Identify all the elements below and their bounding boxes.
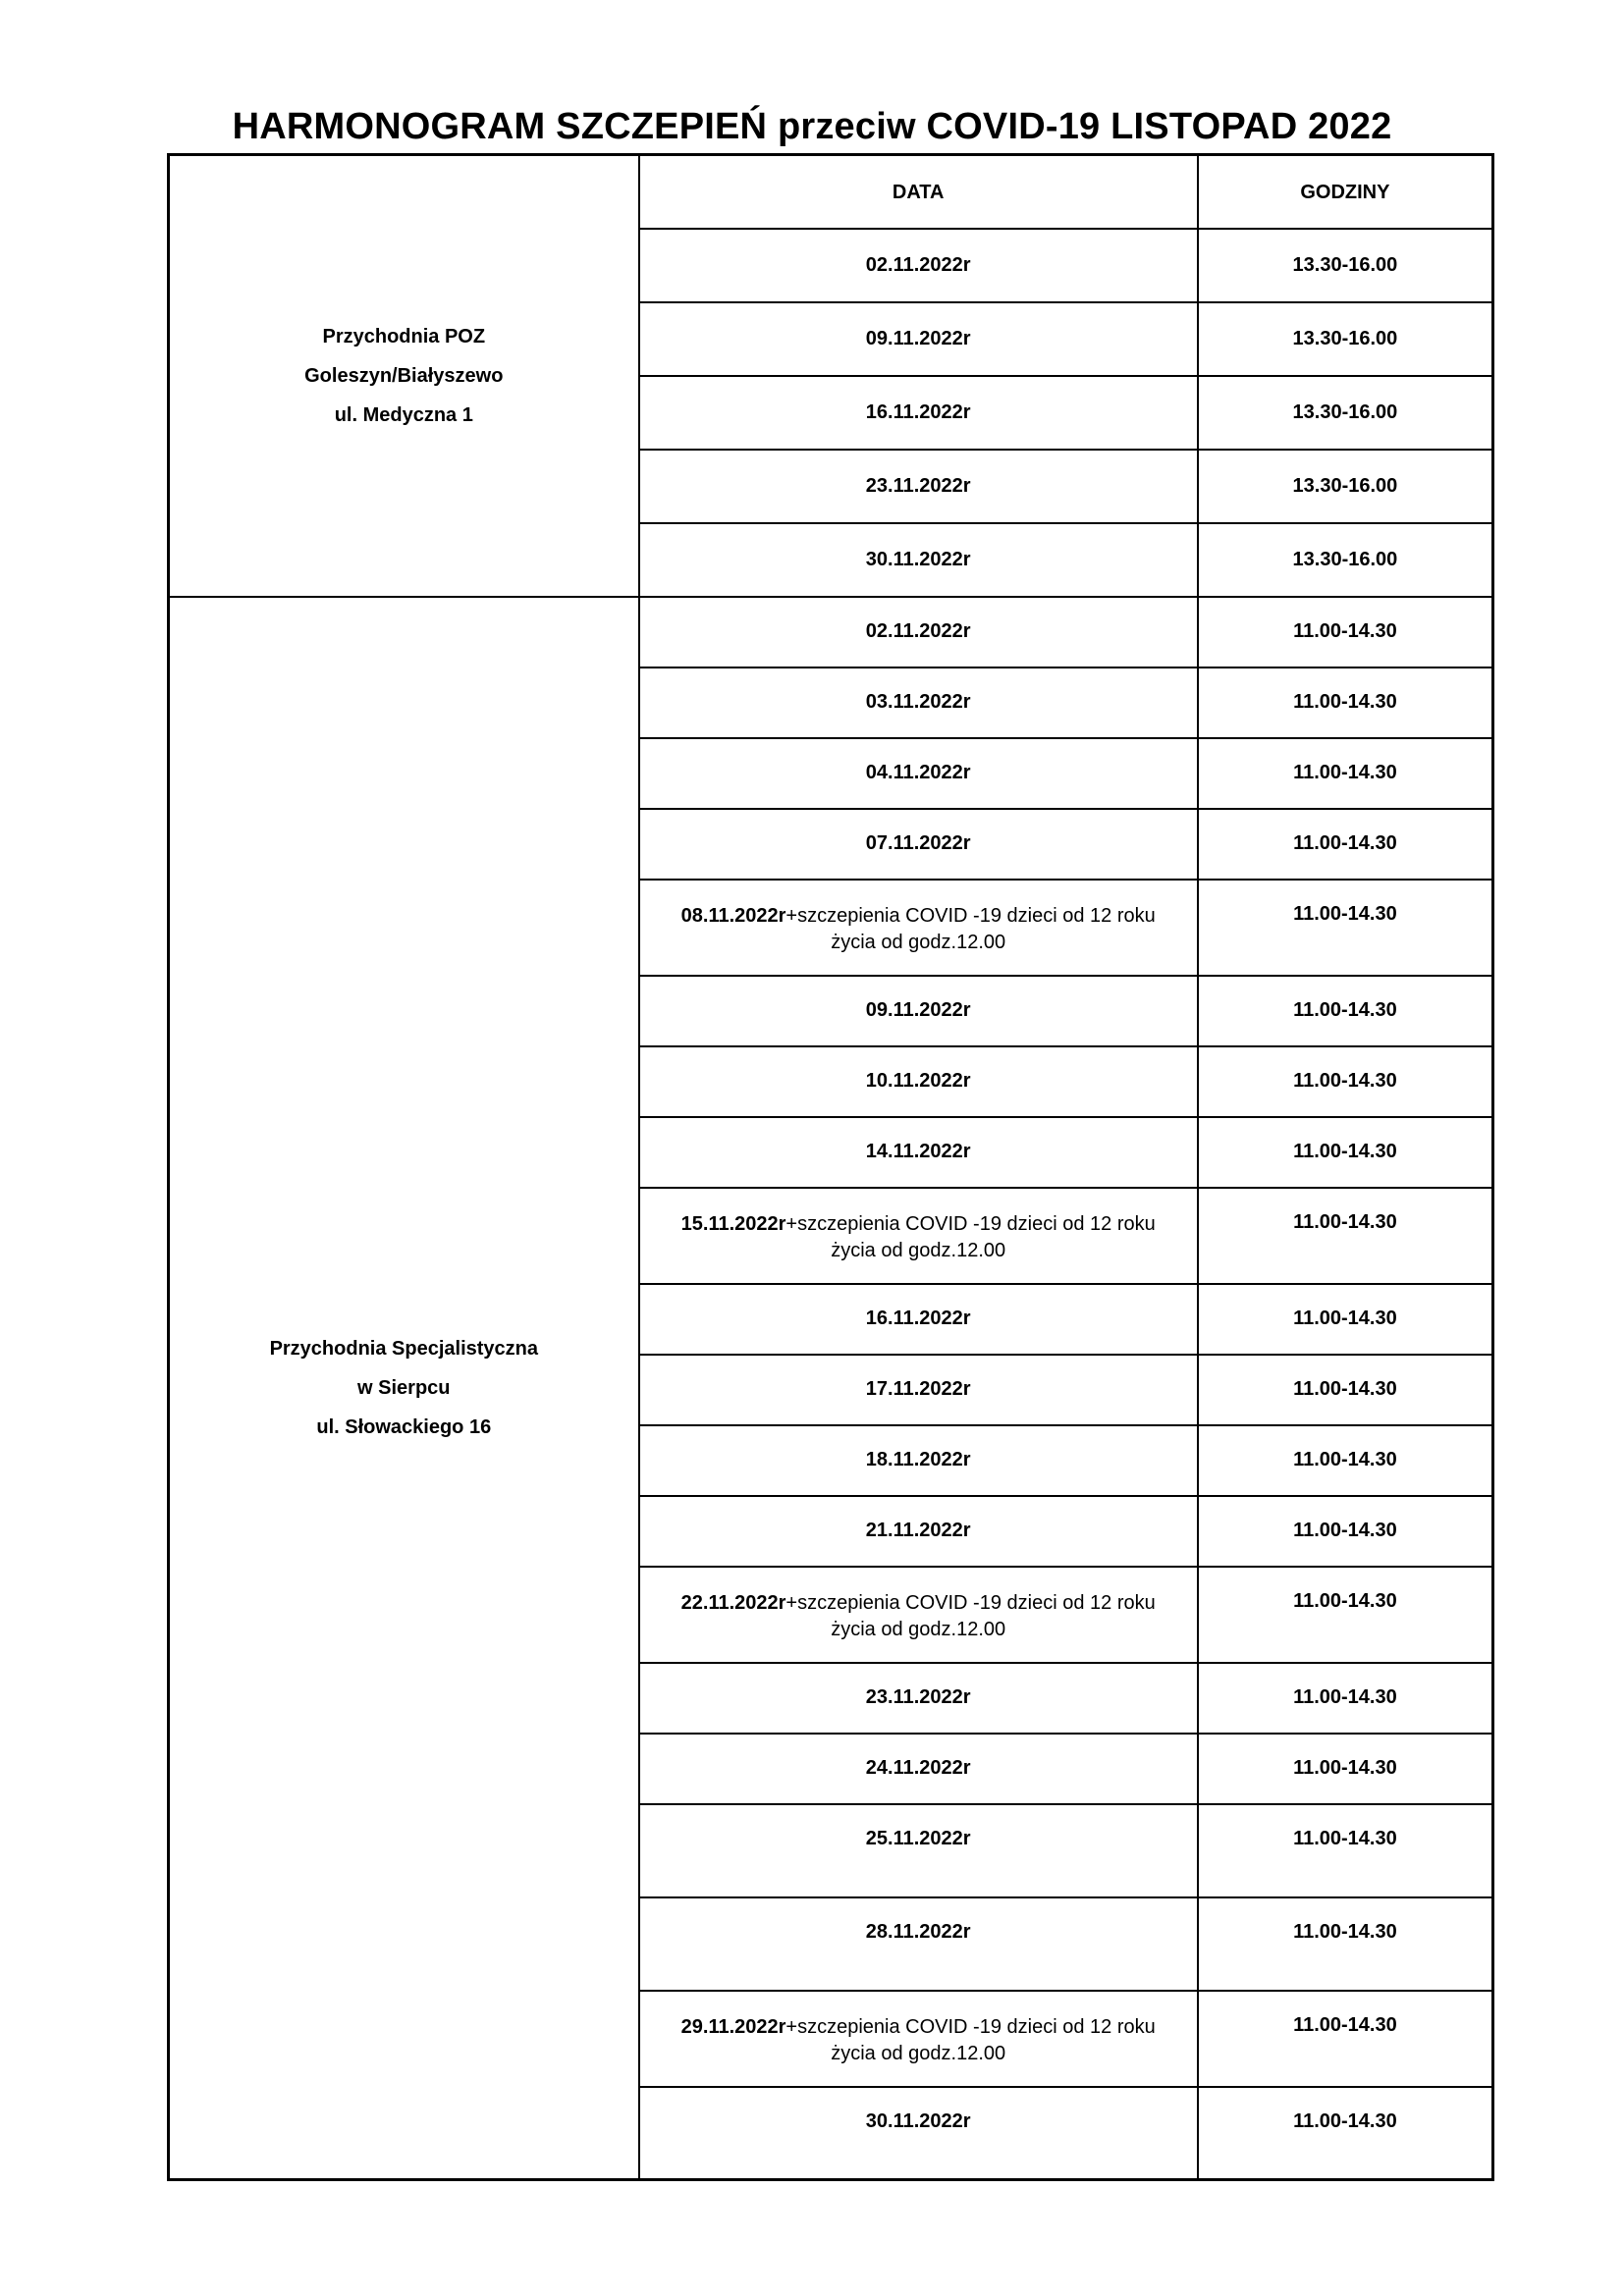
date-cell-with-note — [639, 1991, 1198, 2087]
date-cell: 04.11.2022r — [639, 738, 1198, 809]
date-text: 08.11.2022r — [680, 904, 786, 927]
hours-cell: 13.30-16.00 — [1198, 450, 1493, 523]
note-text-line2: życia od godz.12.00 — [831, 1618, 1006, 1640]
hours-cell: 11.00-14.30 — [1198, 1897, 1493, 1991]
hours-cell: 11.00-14.30 — [1198, 809, 1493, 880]
date-cell: 07.11.2022r — [639, 809, 1198, 880]
date-cell: 16.11.2022r — [639, 1284, 1198, 1355]
hours-cell: 11.00-14.30 — [1198, 667, 1493, 738]
hours-cell: 11.00-14.30 — [1198, 1117, 1493, 1188]
table-row — [169, 597, 1493, 667]
note-text: +szczepienia COVID -19 dzieci od 12 roku — [785, 904, 1156, 927]
hours-cell: 11.00-14.30 — [1198, 1663, 1493, 1734]
note-text: +szczepienia COVID -19 dzieci od 12 roku — [785, 2015, 1156, 2038]
date-text: 22.11.2022r — [680, 1591, 786, 1614]
clinic-2-name-line1: Przychodnia Specjalistyczna — [269, 1337, 538, 1360]
clinic-2-cell — [169, 597, 639, 2180]
note-text-line2: życia od godz.12.00 — [831, 2042, 1006, 2064]
date-text: 15.11.2022r — [680, 1212, 786, 1235]
hours-cell: 11.00-14.30 — [1198, 1046, 1493, 1117]
date-cell: 18.11.2022r — [639, 1425, 1198, 1496]
hours-cell: 11.00-14.30 — [1198, 880, 1493, 976]
note-text: +szczepienia COVID -19 dzieci od 12 roku — [785, 1591, 1156, 1614]
clinic-1-address: ul. Medyczna 1 — [334, 403, 473, 426]
date-cell: 30.11.2022r — [639, 2087, 1198, 2180]
note-text-line2: życia od godz.12.00 — [831, 931, 1006, 953]
date-cell: 02.11.2022r — [639, 229, 1198, 302]
hours-cell: 11.00-14.30 — [1198, 976, 1493, 1046]
date-cell-with-note — [639, 1567, 1198, 1663]
table-header-row — [169, 155, 1493, 229]
date-cell-with-note — [639, 1188, 1198, 1284]
date-cell: 17.11.2022r — [639, 1355, 1198, 1425]
clinic-2-address: ul. Słowackiego 16 — [316, 1415, 492, 1438]
clinic-1-name-line2: Goleszyn/Białyszewo — [304, 364, 504, 387]
date-cell: 02.11.2022r — [639, 597, 1198, 667]
hours-cell: 11.00-14.30 — [1198, 1355, 1493, 1425]
hours-cell: 11.00-14.30 — [1198, 1188, 1493, 1284]
note-text: +szczepienia COVID -19 dzieci od 12 roku — [785, 1212, 1156, 1235]
date-cell: 14.11.2022r — [639, 1117, 1198, 1188]
date-cell: 10.11.2022r — [639, 1046, 1198, 1117]
date-cell: 25.11.2022r — [639, 1804, 1198, 1897]
date-cell: 09.11.2022r — [639, 976, 1198, 1046]
hours-cell: 11.00-14.30 — [1198, 597, 1493, 667]
hours-cell: 13.30-16.00 — [1198, 523, 1493, 597]
date-cell: 23.11.2022r — [639, 1663, 1198, 1734]
hours-cell: 11.00-14.30 — [1198, 1567, 1493, 1663]
date-cell: 28.11.2022r — [639, 1897, 1198, 1991]
hours-cell: 13.30-16.00 — [1198, 229, 1493, 302]
header-hours: GODZINY — [1198, 155, 1493, 229]
date-cell: 16.11.2022r — [639, 376, 1198, 450]
hours-cell: 13.30-16.00 — [1198, 302, 1493, 376]
hours-cell: 11.00-14.30 — [1198, 1804, 1493, 1897]
page-title: HARMONOGRAM SZCZEPIEŃ przeciw COVID-19 LISTOPAD 2022 — [232, 106, 1392, 147]
date-cell: 24.11.2022r — [639, 1734, 1198, 1804]
hours-cell: 11.00-14.30 — [1198, 1496, 1493, 1567]
vaccination-schedule-table — [167, 153, 1494, 2181]
date-cell-with-note — [639, 880, 1198, 976]
clinic-2-name-line2: w Sierpcu — [357, 1376, 451, 1399]
date-cell: 03.11.2022r — [639, 667, 1198, 738]
clinic-1-cell — [169, 155, 639, 597]
header-date: DATA — [639, 155, 1198, 229]
date-text: 29.11.2022r — [680, 2015, 786, 2038]
note-text-line2: życia od godz.12.00 — [831, 1239, 1006, 1261]
hours-cell: 11.00-14.30 — [1198, 1425, 1493, 1496]
hours-cell: 11.00-14.30 — [1198, 1991, 1493, 2087]
date-cell: 23.11.2022r — [639, 450, 1198, 523]
date-cell: 09.11.2022r — [639, 302, 1198, 376]
hours-cell: 11.00-14.30 — [1198, 738, 1493, 809]
hours-cell: 11.00-14.30 — [1198, 1284, 1493, 1355]
hours-cell: 13.30-16.00 — [1198, 376, 1493, 450]
hours-cell: 11.00-14.30 — [1198, 1734, 1493, 1804]
date-cell: 21.11.2022r — [639, 1496, 1198, 1567]
date-cell: 30.11.2022r — [639, 523, 1198, 597]
clinic-1-name-line1: Przychodnia POZ — [322, 325, 486, 347]
hours-cell: 11.00-14.30 — [1198, 2087, 1493, 2180]
